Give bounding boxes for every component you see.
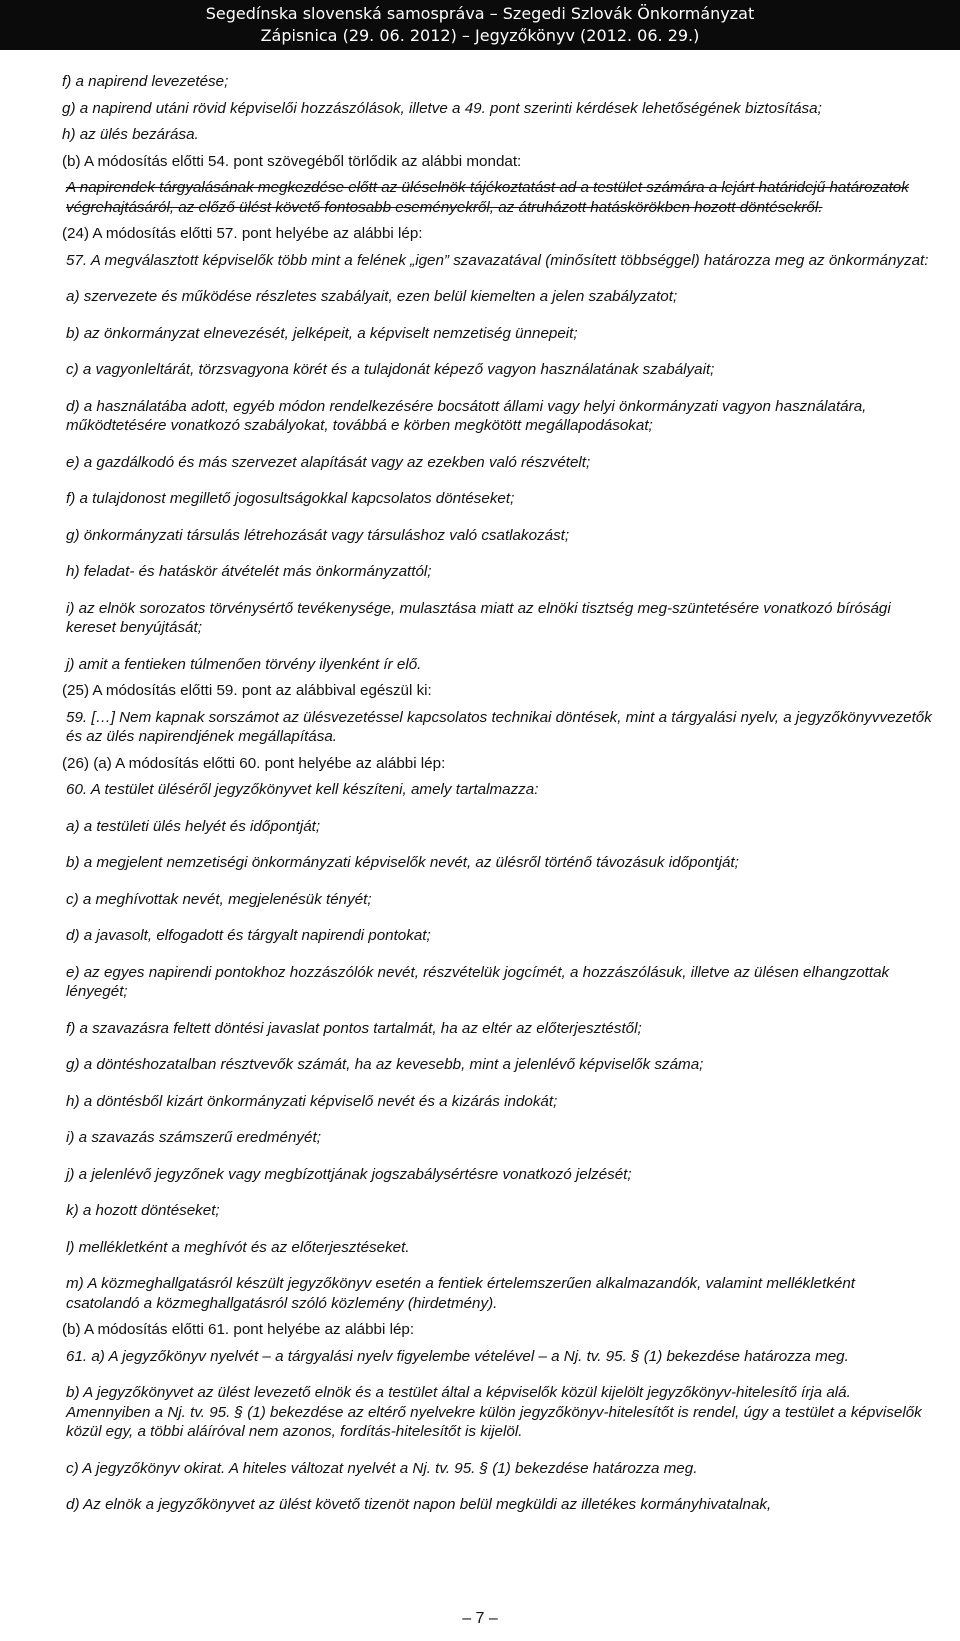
list-item: d) a javasolt, elfogadott és tárgyalt napirendi pontokat; (66, 927, 431, 944)
section-text: 60. A testület üléséről jegyzőkönyvet kell készíteni, amely tartalmazza: (66, 781, 539, 798)
section-text: 57. A megválasztott képviselők több mint a felének „igen” szavazatával (minősített többséggel) határozza meg az önkormányzat: (66, 251, 929, 269)
list-item: a) szervezete és működése részletes szabályait, ezen belül kiemelten a jelen szabályzatot; (66, 288, 678, 305)
list-item: c) A jegyzőkönyv okirat. A hiteles változat nyelvét a Nj. tv. 95. § (1) bekezdése határozza meg. (66, 1459, 698, 1477)
document-body (62, 72, 932, 1522)
amendment-heading: (b) A módosítás előtti 61. pont helyébe az alábbi lép: (62, 1321, 415, 1338)
amendment-heading: (25) A módosítás előtti 59. pont az alábbival egészül ki: (62, 682, 432, 699)
header-subtitle: Zápisnica (29. 06. 2012) – Jegyzőkönyv (2012. 06. 29.) (260, 26, 700, 45)
list-item: g) a napirend utáni rövid képviselői hozzászólások, illetve a 49. pont szerinti kérdések lehetőségének biztosítása; (62, 99, 822, 117)
list-item: i) az elnök sorozatos törvénysértő tevékenysége, mulasztása miatt az elnöki tisztség meg-szüntetésére vonatkozó bírósági kereset benyújtását; (66, 599, 891, 636)
list-item: h) feladat- és hatáskör átvételét más önkormányzattól; (66, 563, 432, 580)
section-text: 61. a) A jegyzőkönyv nyelvét – a tárgyalási nyelv figyelembe vételével – a Nj. tv. 95. § (1) bekezdése határozza meg. (66, 1347, 849, 1365)
header-title: Segedínska slovenská samospráva – Szegedi Szlovák Önkormányzat (205, 4, 755, 23)
list-item: i) a szavazás számszerű eredményét; (66, 1129, 321, 1146)
section-text: 59. […] Nem kapnak sorszámot az ülésvezetéssel kapcsolatos technikai döntések, mint a tárgyalási nyelv, a jegyzőkönyvvezetők és az ülés napirendjének megállapítása. (66, 708, 932, 745)
amendment-heading: (24) A módosítás előtti 57. pont helyébe az alábbi lép: (62, 225, 423, 242)
list-item: h) a döntésből kizárt önkormányzati képviselő nevét és a kizárás indokát; (66, 1092, 558, 1110)
list-item: g) önkormányzati társulás létrehozását vagy társuláshoz való csatlakozást; (66, 526, 570, 544)
list-item: d) Az elnök a jegyzőkönyvet az ülést követő tizenöt napon belül megküldi az illetékes kormányhivatalnak, (66, 1496, 772, 1513)
list-item: h) az ülés bezárása. (62, 126, 199, 143)
list-item: f) a tulajdonost megillető jogosultságokkal kapcsolatos döntéseket; (66, 490, 515, 507)
list-item: d) a használatába adott, egyéb módon rendelkezésére bocsátott állami vagy helyi önkormányzati vagyon használatára, működtetésére vonatkozó szabályokat, továbbá e körben megkötött megállapodásokat; (66, 397, 867, 434)
list-item: l) mellékletként a meghívót és az előterjesztéseket. (66, 1238, 410, 1256)
list-item: b) a megjelent nemzetiségi önkormányzati képviselők nevét, az ülésről történő távozásuk időpontját; (66, 854, 739, 871)
list-item: g) a döntéshozatalban résztvevők számát, ha az kevesebb, mint a jelenlévő képviselők száma; (66, 1056, 704, 1073)
list-item: j) a jelenlévő jegyzőnek vagy megbízottjának jogszabálysértésre vonatkozó jelzését; (66, 1165, 632, 1183)
deleted-sentence: A napirendek tárgyalásának megkezdése előtt az üléselnök tájékoztatást ad a testület számára a lejárt határidejű határozatok végrehajtásáról, az előző ülést követő fontosabb eseményekről, az átruházott hatáskörökben hozott döntésekről. (66, 179, 909, 216)
page-number: – 7 – (462, 1610, 498, 1627)
list-item: c) a vagyonleltárát, törzsvagyona körét és a tulajdonát képező vagyon használatának szabályait; (66, 361, 715, 378)
list-item: e) a gazdálkodó és más szervezet alapítását vagy az ezekben való részvételt; (66, 453, 591, 471)
list-item: f) a napirend levezetése; (62, 73, 229, 90)
list-item: a) a testületi ülés helyét és időpontját; (66, 817, 321, 835)
list-item: b) az önkormányzat elnevezését, jelképeit, a képviselt nemzetiség ünnepeit; (66, 324, 578, 342)
amendment-heading: (b) A módosítás előtti 54. pont szövegéből törlődik az alábbi mondat: (62, 152, 522, 170)
list-item: b) A jegyzőkönyvet az ülést levezető elnök és a testület által a képviselők közül kijelölt jegyzőkönyv-hitelesítő írja alá. Amennyiben a Nj. tv. 95. § (1) bekezdése az eltérő nyelvekre külön jegyzőkönyv-hitelesítőt is rendel, úgy a testület a képviselők közül egy, a többi aláíróval nem azonos, fordítás-hitelesítőt is kijelöl. (66, 1384, 922, 1440)
list-item: k) a hozott döntéseket; (66, 1202, 220, 1219)
list-item: e) az egyes napirendi pontokhoz hozzászólók nevét, részvételük jogcímét, a hozzászólásuk, illetve az ülésen elhangzottak lényegét; (66, 963, 890, 1000)
list-item: j) amit a fentieken túlmenően törvény ilyenként ír elő. (66, 655, 422, 673)
amendment-heading: (26) (a) A módosítás előtti 60. pont helyébe az alábbi lép: (62, 754, 446, 772)
list-item: f) a szavazásra feltett döntési javaslat pontos tartalmát, ha az eltér az előterjesztéstől; (66, 1019, 642, 1037)
list-item: c) a meghívottak nevét, megjelenésük tényét; (66, 890, 372, 908)
list-item: m) A közmeghallgatásról készült jegyzőkönyv esetén a fentiek értelemszerűen alkalmazandók, valamint mellékletként csatolandó a közmeghallgatásról szóló közlemény (hirdetmény). (66, 1275, 856, 1312)
page-header (0, 0, 960, 50)
